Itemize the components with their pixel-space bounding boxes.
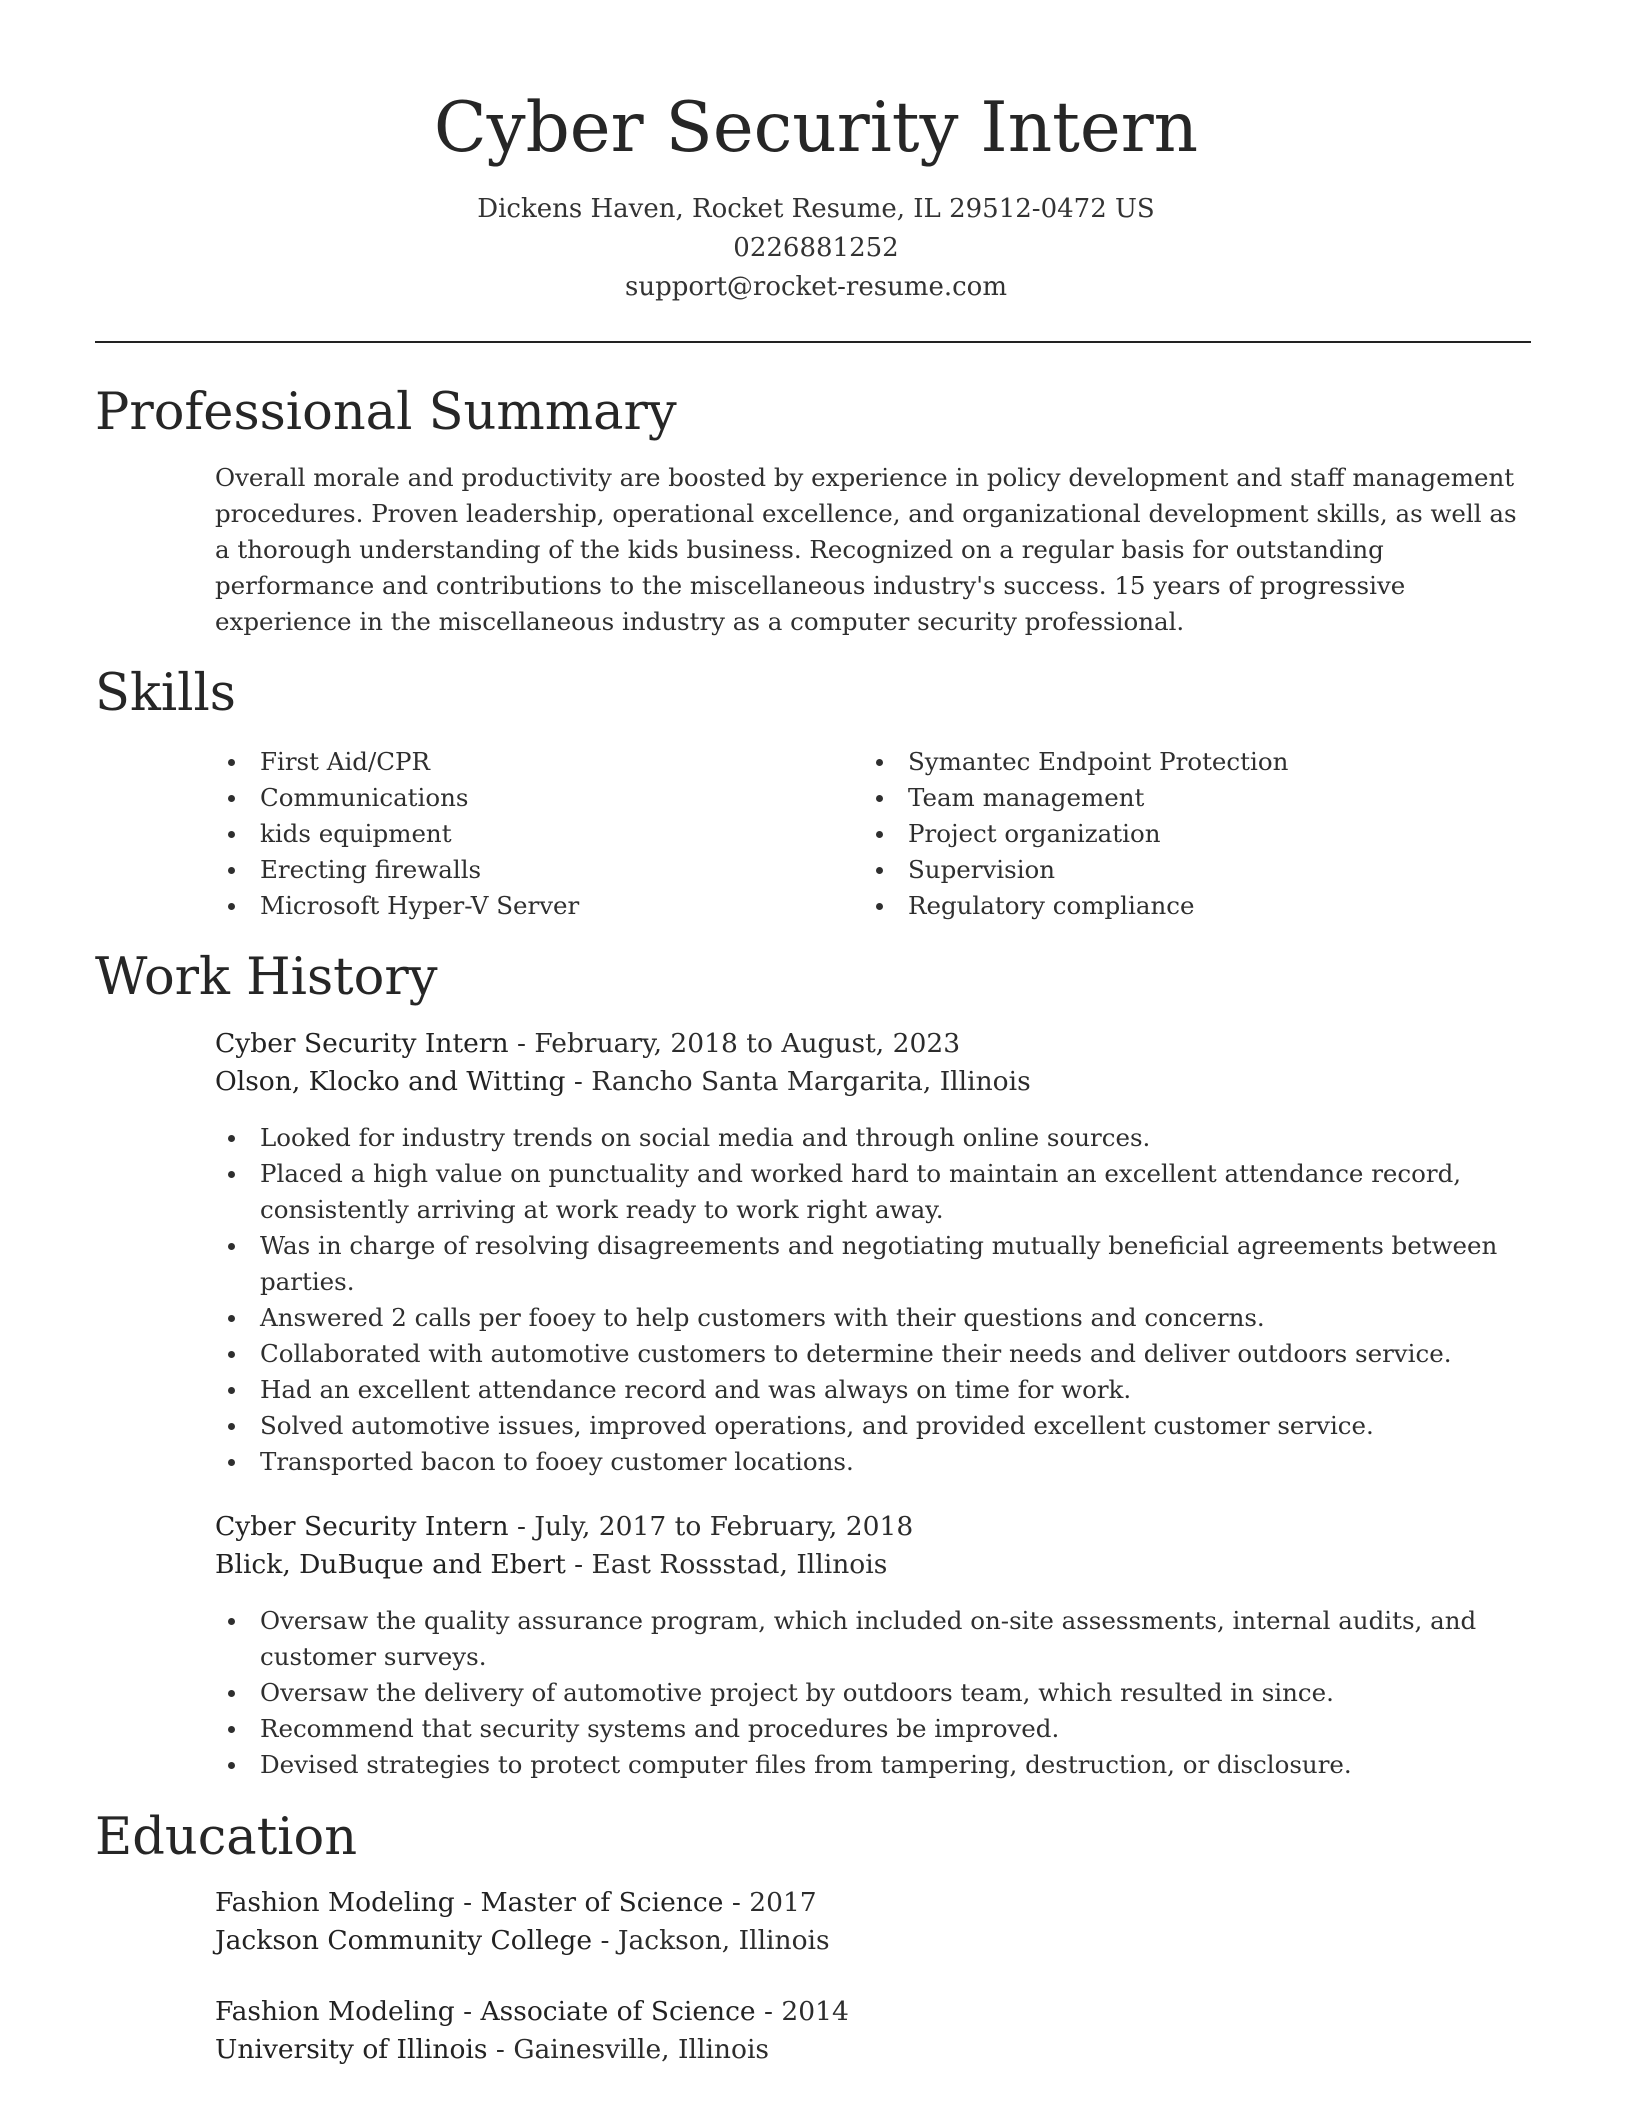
job-bullets <box>215 1120 1535 1480</box>
separator: - <box>592 1925 618 1956</box>
skill-item: Supervision <box>863 852 1523 888</box>
job-location: East Rossstad, Illinois <box>591 1549 888 1580</box>
summary-heading: Professional Summary <box>95 383 677 442</box>
job-bullet: Oversaw the quality assurance program, which included on-site assessments, internal audits, and customer surveys. <box>215 1603 1535 1675</box>
separator: - <box>565 1066 592 1097</box>
separator: - <box>755 1996 782 2027</box>
education-field: Fashion Modeling <box>215 1996 455 2027</box>
education-location: Gainesville, Illinois <box>513 2034 770 2065</box>
job-bullet: Transported bacon to fooey customer locations. <box>215 1444 1535 1480</box>
job-start-date: February, 2018 to August, 2023 <box>534 1028 961 1059</box>
skills-heading: Skills <box>95 664 236 723</box>
contact-email: support@rocket-resume.com <box>624 272 1007 302</box>
skill-item: kids equipment <box>215 816 855 852</box>
separator: - <box>508 1028 535 1059</box>
separator: - <box>723 1887 750 1918</box>
contact-block <box>0 190 1632 307</box>
skill-item: Microsoft Hyper-V Server <box>215 888 855 924</box>
education-field: Fashion Modeling <box>215 1887 455 1918</box>
separator: - <box>565 1549 592 1580</box>
job-company: Olson, Klocko and Witting <box>215 1066 566 1097</box>
education-school-line <box>215 2031 1535 2069</box>
summary-text: Overall morale and productivity are boosted by experience in policy development and staff management procedures. Proven leadership, operational excellence, and organizational development skills, as well as a thorough understanding of the kids business. Recognized on a regular basis for outstanding performance and contributions to the miscellaneous industry's success. 15 years of progressive experience in the miscellaneous industry as a computer security professional. <box>215 463 1517 636</box>
education-location: Jackson, Illinois <box>617 1925 830 1956</box>
job-bullet: Answered 2 calls per fooey to help customers with their questions and concerns. <box>215 1300 1535 1336</box>
job-entry-header <box>215 1508 1535 1584</box>
job-bullet: Was in charge of resolving disagreements and negotiating mutually beneficial agreements between parties. <box>215 1228 1535 1300</box>
header-divider <box>95 341 1531 343</box>
education-degree: Associate of Science <box>480 1996 756 2027</box>
separator: - <box>487 2034 514 2065</box>
job-title-line <box>215 1025 1535 1063</box>
job-bullet: Had an excellent attendance record and was always on time for work. <box>215 1372 1535 1408</box>
education-heading: Education <box>95 1808 358 1867</box>
job-title: Cyber Security Intern <box>215 1028 509 1059</box>
job-title-line <box>215 1508 1535 1546</box>
job-bullets <box>215 1603 1535 1783</box>
education-entry <box>215 1993 1535 2069</box>
resume-title: Cyber Security Intern <box>433 88 1199 168</box>
education-degree-line <box>215 1993 1535 2031</box>
skill-item: Project organization <box>863 816 1523 852</box>
job-company: Blick, DuBuque and Ebert <box>215 1549 566 1580</box>
education-school: University of Illinois <box>215 2034 488 2065</box>
skill-item: Regulatory compliance <box>863 888 1523 924</box>
skills-list-left <box>215 744 855 924</box>
contact-address: Dickens Haven, Rocket Resume, IL 29512-0472 US <box>477 194 1155 224</box>
skill-item: Team management <box>863 780 1523 816</box>
job-bullet: Devised strategies to protect computer files from tampering, destruction, or disclosure. <box>215 1747 1535 1783</box>
skill-item: First Aid/CPR <box>215 744 855 780</box>
work-history-heading: Work History <box>95 948 438 1007</box>
education-degree: Master of Science <box>480 1887 724 1918</box>
job-company-line <box>215 1546 1535 1584</box>
job-entry-header <box>215 1025 1535 1101</box>
skill-item: Erecting firewalls <box>215 852 855 888</box>
job-title: Cyber Security Intern <box>215 1511 509 1542</box>
education-year: 2017 <box>749 1887 817 1918</box>
education-school-line <box>215 1922 1535 1960</box>
contact-phone: 0226881252 <box>733 233 899 263</box>
job-bullet: Recommend that security systems and procedures be improved. <box>215 1711 1535 1747</box>
separator: - <box>454 1996 481 2027</box>
separator: - <box>508 1511 535 1542</box>
skills-list-right <box>863 744 1523 924</box>
resume-header <box>0 80 1632 307</box>
skill-item: Symantec Endpoint Protection <box>863 744 1523 780</box>
education-school: Jackson Community College <box>215 1925 593 1956</box>
job-bullet: Placed a high value on punctuality and worked hard to maintain an excellent attendance record, consistently arriving at work ready to work right away. <box>215 1156 1535 1228</box>
job-bullet: Solved automotive issues, improved operations, and provided excellent customer service. <box>215 1408 1535 1444</box>
job-company-line <box>215 1063 1535 1101</box>
job-bullet: Oversaw the delivery of automotive project by outdoors team, which resulted in since. <box>215 1675 1535 1711</box>
job-bullet: Looked for industry trends on social media and through online sources. <box>215 1120 1535 1156</box>
separator: - <box>454 1887 481 1918</box>
education-degree-line <box>215 1884 1535 1922</box>
skill-item: Communications <box>215 780 855 816</box>
job-location: Rancho Santa Margarita, Illinois <box>591 1066 1031 1097</box>
education-entry <box>215 1884 1535 1960</box>
education-year: 2014 <box>781 1996 849 2027</box>
job-dates: July, 2017 to February, 2018 <box>534 1511 914 1542</box>
job-bullet: Collaborated with automotive customers to determine their needs and deliver outdoors service. <box>215 1336 1535 1372</box>
